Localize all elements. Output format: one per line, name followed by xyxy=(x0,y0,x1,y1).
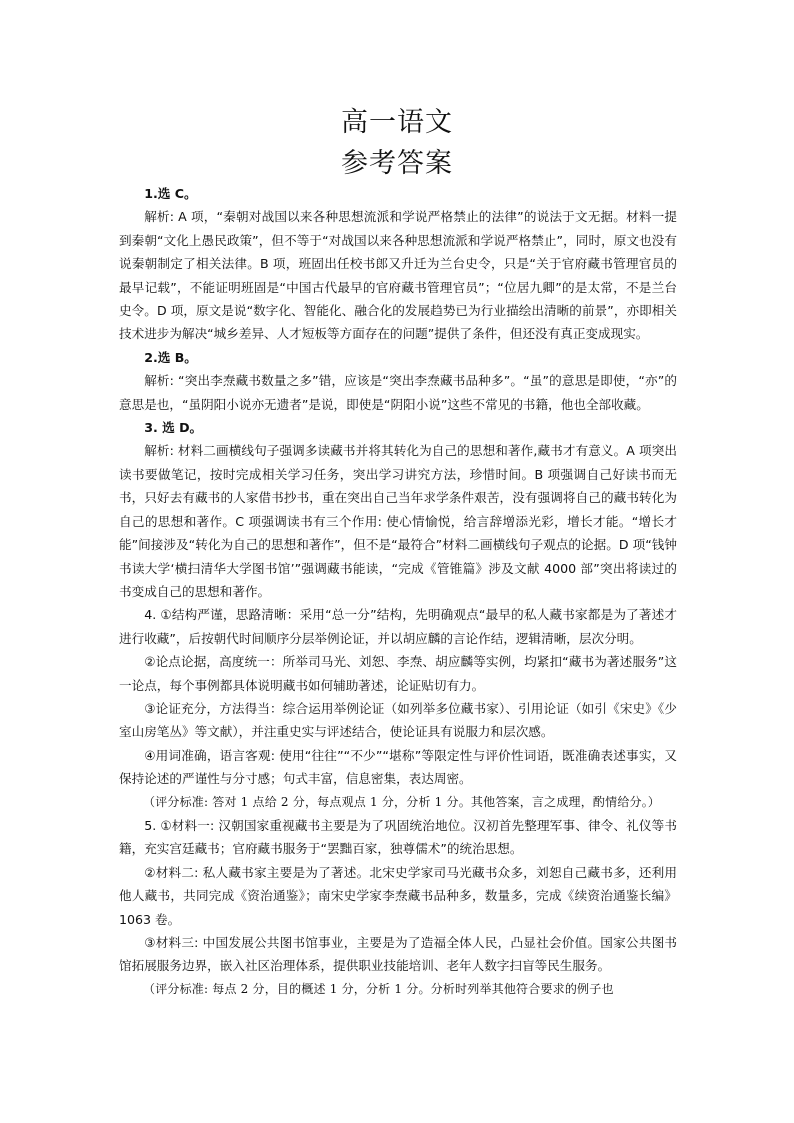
q2-analysis: 解析: “突出李焘藏书数量之多”错，应该是“突出李焘藏书品种多”。“虽”的意思是即使，“亦”的意思是也，“虽阴阳小说亦无遗者”是说，即使是“阴阳小说”这些不常见的书籍，他也全部收藏。 xyxy=(119,373,677,412)
q5-point-1: 5. ①材料一: 汉朝国家重视藏书主要是为了巩固统治地位。汉初首先整理军事、律令、礼仪等书籍，充实宫廷藏书；官府藏书服务于“罢黜百家，独尊儒术”的统治思想。 xyxy=(119,817,677,857)
answer-body xyxy=(119,182,677,1001)
q5-point-2: ②材料二: 私人藏书家主要是为了著述。北宋史学家司马光藏书众多，刘恕自己藏书多，还利用他人藏书，共同完成《资治通鉴》；南宋史学家李焘藏书品种多，数量多，完成《续资治通鉴长编》1063 卷。 xyxy=(119,864,677,927)
q4-point-2: ②论点论据，高度统一：所举司马光、刘恕、李焘、胡应麟等实例，均紧扣“藏书为著述服务”这一论点，每个事例都具体说明藏书如何辅助著述，论证贴切有力。 xyxy=(119,654,677,693)
q1-answer: 1.选 C。 xyxy=(144,186,197,201)
q5-scoring-note: （评分标准: 每点 2 分，目的概述 1 分，分析 1 分。分析时列举其他符合要求的例子也 xyxy=(143,981,614,996)
q4-point-3: ③论证充分，方法得当：综合运用举例论证（如列举多位藏书家）、引用论证（如引《宋史》《少室山房笔丛》等文献），并注重史实与评述结合，使论证具有说服力和层次感。 xyxy=(119,700,677,740)
q3-answer: 3. 选 D。 xyxy=(144,420,203,436)
q1-analysis: 解析: A 项，“秦朝对战国以来各种思想流派和学说严格禁止的法律”的说法于文无据。材料一提到秦朝“文化上愚民政策”，但不等于“对战国以来各种思想流派和学说严格禁止”，同时，原文也没有说秦朝制定了相关法律。B 项，班固出任校书郎又升迁为兰台史令，只是“关于官府藏书管理官员的最早记载”，不能证明班固是“中国古代最早的官府藏书管理官员”；“位居九卿”的是太常，不是兰台史令。D 项，原文是说“数字化、智能化、融合化的发展趋势已为行业描绘出清晰的前景”，亦即相关技术进步为解决“城乡差异、人才短板等方面存在的问题”提供了条件，但还没有真正变成现实。 xyxy=(119,209,677,342)
page-title: 高一语文 xyxy=(341,107,453,138)
q2-answer: 2.选 B。 xyxy=(144,349,197,365)
q5-point-3: ③材料三: 中国发展公共图书馆事业，主要是为了造福全体人民，凸显社会价值。国家公共图书馆拓展服务边界，嵌入社区治理体系，提供职业技能培训、老年人数字扫盲等民生服务。 xyxy=(119,935,677,974)
q4-point-4: ④用词准确，语言客观: 使用“往往”“不少”“堪称”等限定性与评价性词语，既准确表述事实，又保持论述的严谨性与分寸感；句式丰富，信息密集，表达周密。 xyxy=(119,747,677,787)
q3-analysis: 解析: 材料二画横线句子强调多读藏书并将其转化为自己的思想和著作,藏书才有意义。A 项突出读书要做笔记，按时完成相关学习任务，突出学习讲究方法，珍惜时间。B 项强调自己好读书而无书，只好去有藏书的人家借书抄书，重在突出自己当年求学条件艰苦，没有强调将自己的藏书转化为自己的思想和著作。C 项强调读书有三个作用: 使心情愉悦，给言辞增添光彩，增长才能。“增长才能”间接涉及“转化为自己的思想和著作”，但不是“最符合”材料二画横线句子观点的论据。D 项“钱钟书读大学‘横扫清华大学图书馆’”强调藏书能读，“完成《管锥篇》涉及文献 4000 部”突出将读过的书变成自己的思想和著作。 xyxy=(119,443,677,599)
q4-point-1: 4. ①结构严谨，思路清晰：采用“总一分”结构，先明确观点“最早的私人藏书家都是为了著述才进行收藏”，后按朝代时间顺序分层举例论证，并以胡应麟的言论作结，逻辑清晰，层次分明。 xyxy=(119,607,677,646)
q4-scoring-note: （评分标准: 答对 1 点给 2 分，每点观点 1 分，分析 1 分。其他答案，言之成理，酌情给分。） xyxy=(143,794,661,809)
page-subtitle: 参考答案 xyxy=(341,148,453,179)
